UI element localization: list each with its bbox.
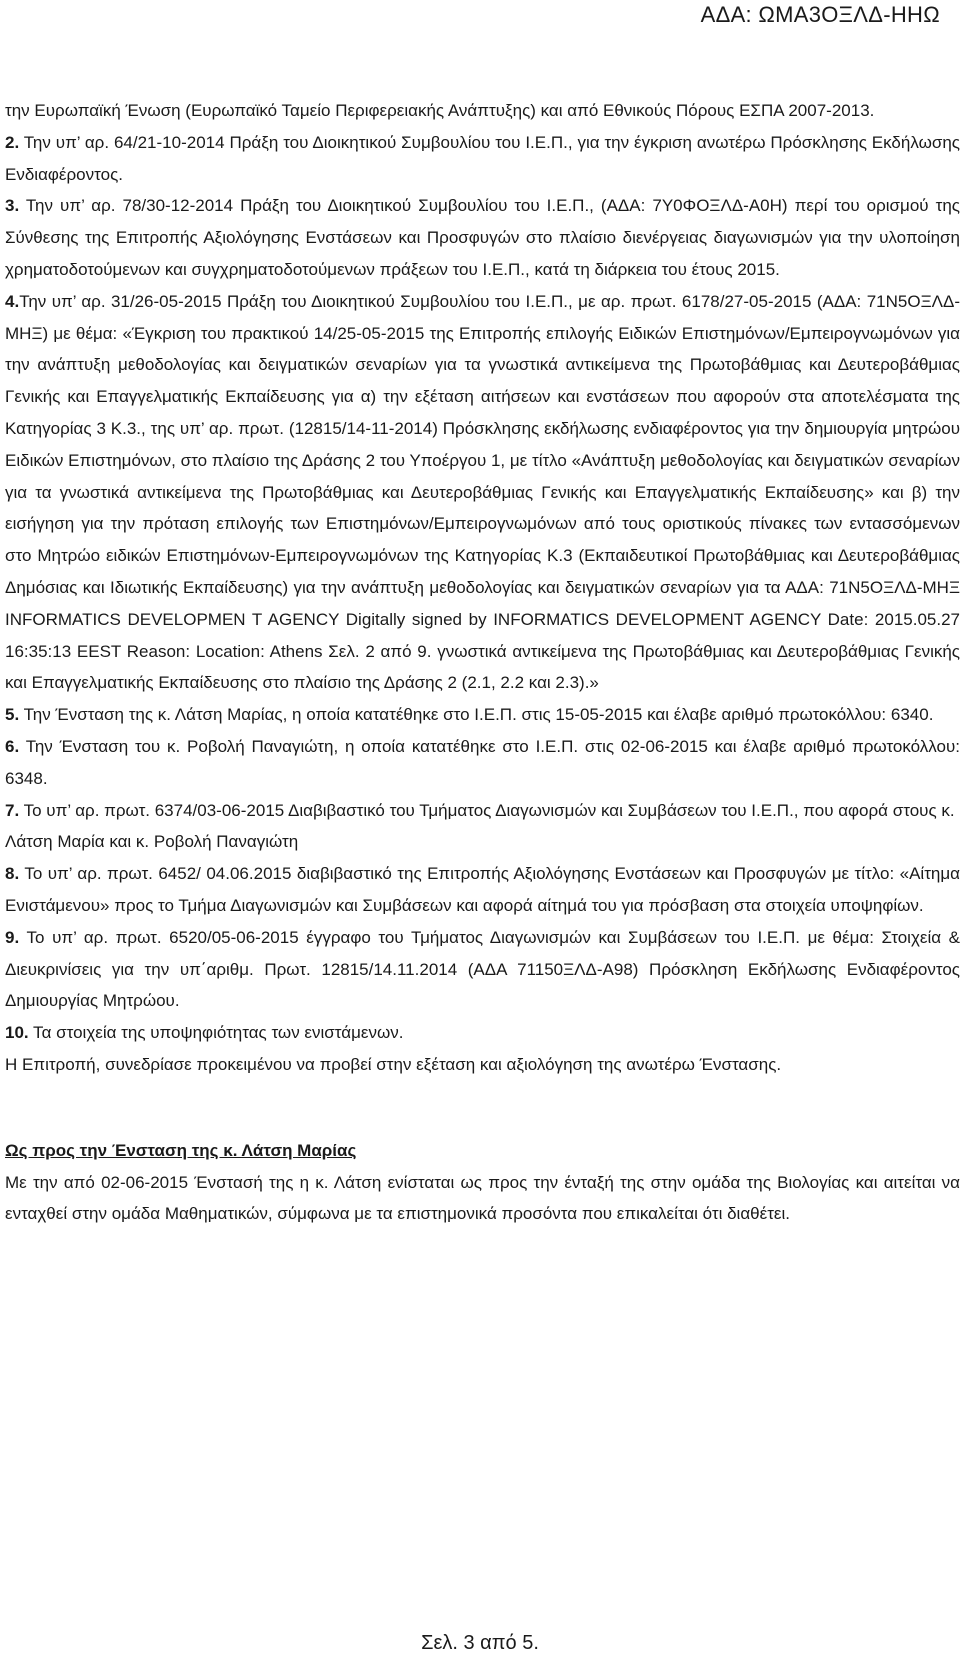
paragraph-item-2: [5, 127, 960, 191]
page-number: Σελ. 3 από 5.: [421, 1632, 539, 1654]
paragraph-text: Το υπ’ αρ. πρωτ. 6374/03-06-2015 Διαβιβαστικό του Τμήματος Διαγωνισμών και Συμβάσεων του Ι.Ε.Π., που αφορά στους κ. Λάτση Μαρία και κ. Ροβολή Παναγιώτη: [5, 800, 955, 852]
paragraph-1: [5, 95, 960, 127]
paragraph-item-10: [5, 1017, 960, 1049]
paragraph-text: Την υπ’ αρ. 31/26-05-2015 Πράξη του Διοικητικού Συμβουλίου του Ι.Ε.Π., με αρ. πρωτ. 6178/27-05-2015 (ΑΔΑ: 71Ν5ΟΞΛΔ- ΜΗΞ) με θέμα: «Έγκριση του πρακτικού 14/25-05-2015 της Επιτροπής επιλογής Ειδικών Επιστημόνων/Εμπειρογνωμόνων για την ανάπτυξη μεθοδολογίας και δειγματικών σεναρίων για τα γνωστικά αντικείμενα της Πρωτοβάθμιας και Δευτεροβάθμιας Γενικής και Επαγγελματικής Εκπαίδευσης για α) την εξέταση αιτήσεων και ενστάσεων που αφορούν στα αποτελέσματα της Κατηγορίας 3 Κ.3., της υπ’ αρ. πρωτ. (12815/14-11-2014) Πρόσκλησης εκδήλωσης ενδιαφέροντος για την δημιουργία μητρώου Ειδικών Επιστημόνων, στο πλαίσιο της Δράσης 2 του Υποέργου 1, με τίτλο «Ανάπτυξη μεθοδολογίας και δειγματικών σεναρίων για τα γνωστικά αντικείμενα της Πρωτοβάθμιας και Δευτεροβάθμιας Γενικής και Επαγγελματικής Εκπαίδευσης» και β) την εισήγηση για την πρόταση επιλογής των Επιστημόνων/Εμπειρογνωμόνων από τους οριστικούς πίνακες των εντασσόμενων στο Μητρώο ειδικών Επιστημόνων-Εμπειρογνωμόνων της Κατηγορίας Κ.3 (Εκπαιδευτικοί Πρωτοβάθμιας και Δευτεροβάθμιας Δημόσιας και Ιδιωτικής Εκπαίδευσης) για την ανάπτυξη μεθοδολογίας και δειγματικών σεναρίων για τα ΑΔΑ: 71Ν5ΟΞΛΔ-ΜΗΞ INFORMATICS DEVELOPMEN T AGENCY Digitally signed by INFORMATICS DEVELOPMENT AGENCY Date: 2015.05.27 16:35:13 EEST Reason: Location: Athens Σελ. 2 από 9. γνωστικά αντικείμενα της Πρωτοβάθμιας και Δευτεροβάθμιας Γενικής και Επαγγελματικής Εκπαίδευσης στο πλαίσιο της Δράσης 2 (2.1, 2.2 και 2.3).»: [5, 291, 960, 693]
item-number: 8.: [5, 864, 20, 884]
item-number: 3.: [5, 196, 20, 216]
item-number: 10.: [5, 1023, 29, 1043]
item-number: 2.: [5, 132, 20, 152]
section-heading: [5, 1135, 960, 1167]
document-body: [5, 95, 960, 1230]
paragraph-item-5: [5, 699, 960, 731]
paragraph-text: Η Επιτροπή, συνεδρίασε προκειμένου να προβεί στην εξέταση και αξιολόγηση της ανωτέρω Ένστασης.: [5, 1054, 782, 1074]
paragraph-item-4: [5, 286, 960, 699]
paragraph-text: Το υπ’ αρ. πρωτ. 6452/ 04.06.2015 διαβιβαστικό της Επιτροπής Αξιολόγησης Ενστάσεων και Προσφυγών με τίτλο: «Αίτημα Ενιστάμενου» προς το Τμήμα Διαγωνισμών και Συμβάσεων και αφορά αίτημά του για πρόσβαση στα στοιχεία υποψηφίων.: [5, 864, 960, 915]
section-heading-text: Ως προς την Ένσταση της κ. Λάτση Μαρίας: [5, 1140, 357, 1160]
ada-code: ΑΔΑ: ΩΜΑ3ΟΞΛΔ-ΗΗΩ: [700, 2, 940, 27]
paragraph-text: Την Ένσταση της κ. Λάτση Μαρίας, η οποία κατατέθηκε στο Ι.Ε.Π. στις 15-05-2015 και έλαβε αριθμό πρωτοκόλλου: 6340.: [19, 705, 934, 725]
item-number: 7.: [5, 800, 20, 820]
paragraph-text: Την υπ’ αρ. 64/21-10-2014 Πράξη του Διοικητικού Συμβουλίου του Ι.Ε.Π., για την έγκριση ανωτέρω Πρόσκλησης Εκδήλωσης Ενδιαφέροντος.: [5, 132, 960, 184]
paragraph-text: Την υπ’ αρ. 78/30-12-2014 Πράξη του Διοικητικού Συμβουλίου του Ι.Ε.Π., (ΑΔΑ: 7Υ0ΦΟΞΛΔ-Α0Η) περί του ορισμού της Σύνθεσης της Επιτροπής Αξιολόγησης Ενστάσεων και Προσφυγών στο πλαίσιο διενέργειας διαγωνισμών για την υλοποίηση χρηματοδοτούμενων και συγχρηματοδοτούμενων πράξεων του Ι.Ε.Π., κατά τη διάρκεια του έτους 2015.: [5, 196, 960, 279]
paragraph-text: την Ευρωπαϊκή Ένωση (Ευρωπαϊκό Ταμείο Περιφερειακής Ανάπτυξης) και από Εθνικούς Πόρους ΕΣΠΑ 2007-2013.: [5, 101, 875, 120]
paragraph-text: Το υπ’ αρ. πρωτ. 6520/05-06-2015 έγγραφο του Τμήματος Διαγωνισμών και Συμβάσεων του Ι.Ε.Π. με θέμα: Στοιχεία & Διευκρινίσεις για την υπ΄αριθμ. Πρωτ. 12815/14.11.2014 (ΑΔΑ 71150ΞΛΔ-Α98) Πρόσκληση Εκδήλωσης Ενδιαφέροντος Δημιουργίας Μητρώου.: [5, 927, 960, 1011]
paragraph-text: Την Ένσταση του κ. Ροβολή Παναγιώτη, η οποία κατατέθηκε στο Ι.Ε.Π. στις 02-06-2015 και έλαβε αριθμό πρωτοκόλλου: 6348.: [5, 736, 960, 788]
item-number: 6.: [5, 736, 20, 756]
paragraph-committee: [5, 1049, 960, 1081]
paragraph-text: Με την από 02-06-2015 Ένστασή της η κ. Λάτση ενίσταται ως προς την ένταξή της στην ομάδα της Βιολογίας και αιτείται να ενταχθεί στην ομάδα Μαθηματικών, σύμφωνα με τα επιστημονικά προσόντα που επικαλείται ότι διαθέτει.: [5, 1172, 960, 1224]
item-number: 5.: [5, 705, 20, 725]
item-number: 4.: [5, 291, 20, 311]
item-number: 9.: [5, 927, 20, 947]
paragraph-item-6: [5, 731, 960, 795]
paragraph-item-8: [5, 858, 960, 922]
paragraph-item-9: [5, 922, 960, 1017]
paragraph-text: Τα στοιχεία της υποψηφιότητας των ενιστάμενων.: [28, 1023, 404, 1043]
spacer: [5, 1081, 960, 1135]
paragraph-item-3: [5, 190, 960, 285]
section-body: [5, 1167, 960, 1231]
paragraph-item-7: [5, 795, 960, 859]
